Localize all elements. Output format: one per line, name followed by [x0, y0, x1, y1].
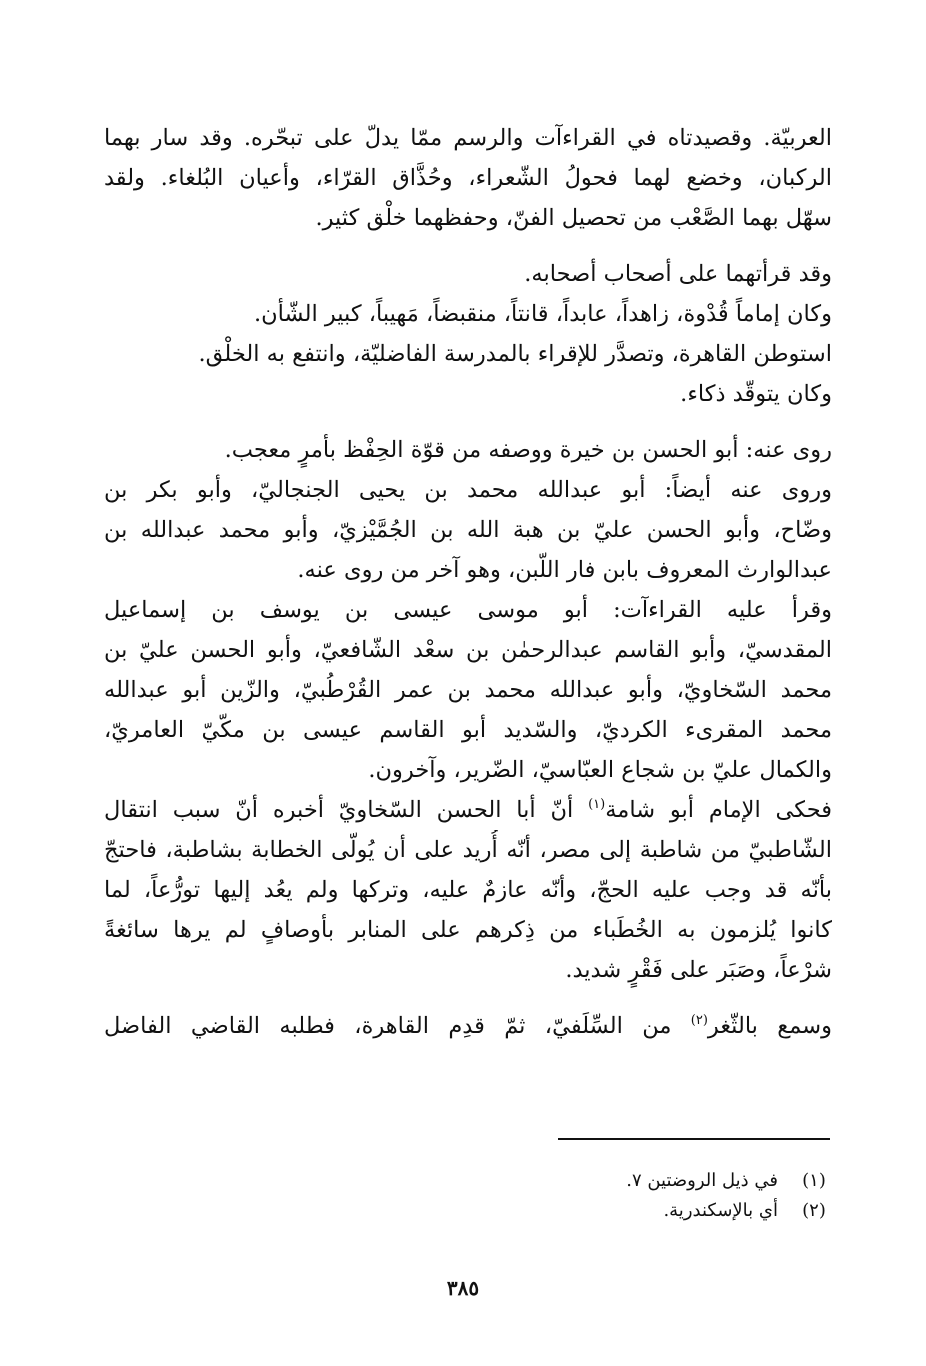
- footnote-text: في ذيل الروضتين ٧.: [626, 1170, 778, 1191]
- text-line: سهّل بهما الصَّعْب من تحصيل الفنّ، وحفظهما خلْق كثير.: [315, 205, 832, 231]
- page-number: ٣٨٥: [446, 1276, 480, 1300]
- paragraph: [104, 790, 832, 990]
- text-line: الركبان، وخضع لهما فحولُ الشّعراء، وحُذَّاق القرّاء، وأعيان البُلغاء. ولقد: [104, 165, 832, 191]
- paragraph: [104, 254, 832, 294]
- text-line: وكان إماماً قُدْوة، زاهداً، عابداً، قانتاً، منقبضاً، مَهيباً، كبير الشّأن.: [253, 301, 832, 327]
- text-line: بأنّه قد وجب عليه الحجّ، وأنّه عازمٌ عليه، وتركها ولم يعُد إليها تورُّعاً، لما: [104, 877, 832, 903]
- footnote: [420, 1196, 836, 1226]
- text-line: والكمال عليّ بن شجاع العبّاسيّ، الضّرير، وآخرون.: [368, 757, 832, 783]
- paragraph: [104, 590, 832, 790]
- text-line: [104, 1006, 832, 1046]
- text-line: وكان يتوقّد ذكاء.: [680, 381, 832, 407]
- main-text: [104, 118, 832, 1046]
- footnote-number: (١): [802, 1170, 826, 1191]
- text-line: شرْعاً، وصَبَر على فَقْرٍ شديد.: [565, 957, 832, 983]
- text-segment: من السِّلَفيّ، ثمّ قدِم القاهرة، فطلبه القاضي الفاضل: [104, 1013, 672, 1039]
- text-line: وروى عنه أيضاً: أبو عبدالله محمد بن يحيى الجنجاليّ، وأبو بكر بن: [104, 477, 832, 503]
- paragraph: [104, 294, 832, 414]
- text-line: محمد المقرىء الكرديّ، والسّديد أبو القاسم عيسى بن مكّيّ العامريّ،: [104, 717, 832, 743]
- text-line: استوطن القاهرة، وتصدَّر للإقراء بالمدرسة الفاضليّة، وانتفع به الخلْق.: [198, 341, 832, 367]
- paragraph: [104, 430, 832, 470]
- text-line: المقدسيّ، وأبو القاسم عبدالرحمٰن بن سعْد الشّافعيّ، وأبو الحسن عليّ بن: [104, 637, 832, 663]
- paragraph: [104, 470, 832, 590]
- footnote-ref[interactable]: (١): [588, 797, 606, 812]
- footnote-ref[interactable]: (٢): [690, 1013, 708, 1028]
- text-line: العربيّة. وقصيدتاه في القراءآت والرسم ممّا يدلّ على تبحّره. وقد سار بهما: [104, 125, 832, 151]
- text-line: وقد قرأتهما على أصحاب أصحابه.: [524, 261, 832, 287]
- text-line: عبدالوارث المعروف بابن فار اللّبن، وهو آخر من روى عنه.: [297, 557, 832, 583]
- footnote-divider: [558, 1138, 830, 1140]
- paragraph: [104, 118, 832, 238]
- footnotes: [420, 1166, 836, 1226]
- text-line: وقرأ عليه القراءآت: أبو موسى عيسى بن يوسف بن إسماعيل: [104, 597, 832, 623]
- text-line: [104, 790, 832, 830]
- text-line: وضّاح، وأبو الحسن عليّ بن هبة الله بن الجُمَّيْزيّ، وأبو محمد عبدالله بن: [104, 517, 832, 543]
- footnote: [420, 1166, 836, 1196]
- text-segment: وسمع بالثّغر: [707, 1013, 832, 1039]
- footnote-text: أي بالإسكندرية.: [663, 1200, 778, 1221]
- footnote-number: (٢): [802, 1200, 826, 1221]
- text-segment: فحكى الإمام أبو شامة: [605, 797, 832, 823]
- text-line: كانوا يُلزمون به الخُطَباء من ذِكرهم على المنابر بأوصافٍ لم يرها سائغةً: [104, 917, 832, 943]
- text-line: روى عنه: أبو الحسن بن خيرة ووصفه من قوّة الحِفْظ بأمرٍ معجب.: [224, 437, 832, 463]
- text-line: الشّاطبيّ من شاطبة إلى مصر، أنّه أُريد على أن يُولّى الخطابة بشاطبة، فاحتجّ: [104, 837, 832, 863]
- text-segment: أنّ أبا الحسن السّخاويّ أخبره أنّ سبب انتقال: [104, 797, 574, 823]
- paragraph: [104, 1006, 832, 1046]
- text-line: محمد السّخاويّ، وأبو عبدالله محمد بن عمر القُرْطُبيّ، والزّين أبو عبدالله: [104, 677, 832, 703]
